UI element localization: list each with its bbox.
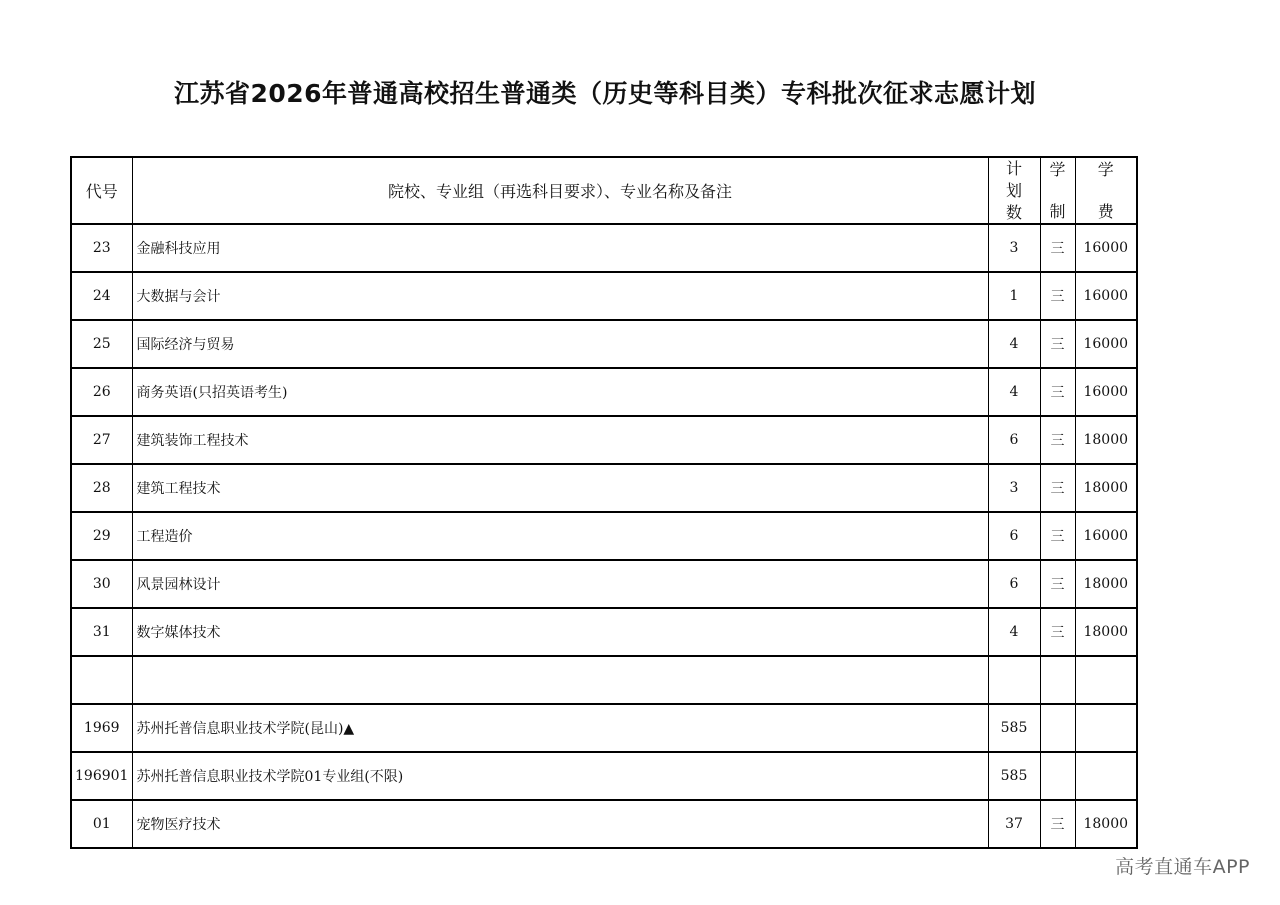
table-row <box>71 464 1137 512</box>
row-fee: 18000 <box>1075 560 1137 608</box>
app-watermark: 高考直通车APP <box>1115 856 1250 878</box>
row-plan: 4 <box>988 320 1040 368</box>
enrollment-plan-table <box>70 156 1138 849</box>
table-row-institution <box>71 704 1137 752</box>
row-length: 三 <box>1040 464 1075 512</box>
row-code: 28 <box>71 464 132 512</box>
row-code: 25 <box>71 320 132 368</box>
row-code: 27 <box>71 416 132 464</box>
header-length-char-2: 制 <box>1049 201 1066 221</box>
row-fee <box>1075 656 1137 704</box>
row-length: 三 <box>1040 608 1075 656</box>
row-code: 29 <box>71 512 132 560</box>
row-plan: 37 <box>988 800 1040 848</box>
row-name: 工程造价 <box>132 512 988 560</box>
header-length <box>1040 157 1075 224</box>
row-code: 1969 <box>71 704 132 752</box>
table-header-row <box>71 157 1137 224</box>
row-plan: 585 <box>988 752 1040 800</box>
row-length <box>1040 656 1075 704</box>
row-plan: 3 <box>988 224 1040 272</box>
row-plan: 6 <box>988 560 1040 608</box>
row-fee: 18000 <box>1075 464 1137 512</box>
header-fee-char-1: 学 <box>1097 159 1114 179</box>
row-fee: 16000 <box>1075 512 1137 560</box>
header-fee <box>1075 157 1137 224</box>
table-row <box>71 512 1137 560</box>
table-row <box>71 224 1137 272</box>
table-row <box>71 272 1137 320</box>
table-row <box>71 608 1137 656</box>
row-name: 建筑工程技术 <box>132 464 988 512</box>
row-fee: 16000 <box>1075 320 1137 368</box>
row-name: 国际经济与贸易 <box>132 320 988 368</box>
header-code: 代号 <box>71 157 132 224</box>
row-code: 196901 <box>71 752 132 800</box>
row-name: 苏州托普信息职业技术学院01专业组(不限) <box>132 752 988 800</box>
header-plan-char-3: 数 <box>1005 202 1022 222</box>
row-length: 三 <box>1040 320 1075 368</box>
document-title: 江苏省2026年普通高校招生普通类（历史等科目类）专科批次征求志愿计划 <box>173 79 1037 108</box>
row-fee <box>1075 752 1137 800</box>
row-plan: 585 <box>988 704 1040 752</box>
header-length-char-1: 学 <box>1049 159 1066 179</box>
table-row-empty <box>71 656 1137 704</box>
row-plan: 3 <box>988 464 1040 512</box>
table-row <box>71 800 1137 848</box>
row-length: 三 <box>1040 272 1075 320</box>
table-row-group <box>71 752 1137 800</box>
row-plan: 6 <box>988 512 1040 560</box>
row-length: 三 <box>1040 560 1075 608</box>
row-fee: 18000 <box>1075 800 1137 848</box>
row-code: 01 <box>71 800 132 848</box>
row-code: 31 <box>71 608 132 656</box>
row-fee: 16000 <box>1075 272 1137 320</box>
row-fee: 16000 <box>1075 368 1137 416</box>
row-length: 三 <box>1040 224 1075 272</box>
header-fee-char-2: 费 <box>1097 201 1114 221</box>
row-fee: 18000 <box>1075 416 1137 464</box>
header-plan-char-1: 计 <box>1005 158 1022 178</box>
header-plan <box>988 157 1040 224</box>
row-name: 商务英语(只招英语考生) <box>132 368 988 416</box>
row-name <box>132 656 988 704</box>
row-code <box>71 656 132 704</box>
header-plan-char-2: 划 <box>1005 180 1022 200</box>
row-name: 苏州托普信息职业技术学院(昆山)▲ <box>132 704 988 752</box>
row-plan <box>988 656 1040 704</box>
table-row <box>71 320 1137 368</box>
row-plan: 4 <box>988 368 1040 416</box>
row-code: 24 <box>71 272 132 320</box>
row-name: 金融科技应用 <box>132 224 988 272</box>
row-name: 大数据与会计 <box>132 272 988 320</box>
row-fee <box>1075 704 1137 752</box>
table-row <box>71 560 1137 608</box>
row-code: 30 <box>71 560 132 608</box>
row-fee: 16000 <box>1075 224 1137 272</box>
header-name: 院校、专业组（再选科目要求）、专业名称及备注 <box>132 157 988 224</box>
row-name: 数字媒体技术 <box>132 608 988 656</box>
row-length: 三 <box>1040 416 1075 464</box>
row-length <box>1040 752 1075 800</box>
row-plan: 4 <box>988 608 1040 656</box>
row-code: 23 <box>71 224 132 272</box>
row-length: 三 <box>1040 800 1075 848</box>
row-length: 三 <box>1040 368 1075 416</box>
row-length: 三 <box>1040 512 1075 560</box>
row-plan: 1 <box>988 272 1040 320</box>
row-code: 26 <box>71 368 132 416</box>
row-plan: 6 <box>988 416 1040 464</box>
row-length <box>1040 704 1075 752</box>
table-row <box>71 416 1137 464</box>
table-row <box>71 368 1137 416</box>
row-fee: 18000 <box>1075 608 1137 656</box>
row-name: 建筑装饰工程技术 <box>132 416 988 464</box>
row-name: 宠物医疗技术 <box>132 800 988 848</box>
row-name: 风景园林设计 <box>132 560 988 608</box>
